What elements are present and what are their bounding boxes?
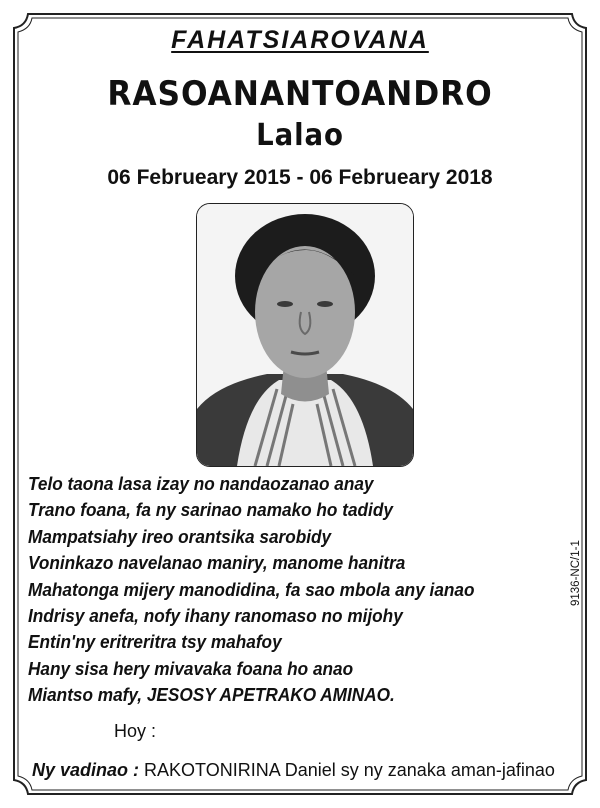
portrait-photo — [196, 203, 414, 467]
signature-intro: Hoy : — [114, 721, 157, 741]
poem-line: Hany sisa hery mivavaka foana ho anao — [28, 657, 354, 679]
notice-heading: FAHATSIAROVANA — [171, 26, 429, 54]
poem-line: Miantso mafy, JESOSY APETRAKO AMINAO. — [28, 684, 395, 706]
poem-line: Trano foana, fa ny sarinao namako ho tadidy — [28, 499, 393, 521]
deceased-first-name: Lalao — [256, 118, 344, 153]
poem-line: Telo taona lasa izay no nandaozanao anay — [28, 473, 374, 494]
poem-line: Mahatonga mijery manodidina, fa sao mbola any ianao — [28, 578, 475, 600]
family-label: Ny vadinao : — [32, 760, 140, 780]
poem-line: Mampatsiahy ireo orantsika sarobidy — [28, 525, 332, 547]
poem-line: Voninkazo navelanao maniry, manome hanitra — [28, 552, 406, 574]
poem-line: Indrisy anefa, nofy ihany ranomaso no mijohy — [28, 605, 403, 627]
memorial-dates: 06 Februeary 2015 - 06 Februeary 2018 — [107, 166, 493, 189]
family-signature — [32, 760, 555, 781]
memorial-poem — [28, 471, 508, 709]
reference-code: 9136-NC/1-1 — [570, 540, 582, 606]
deceased-surname: RASOANANTOANDRO — [107, 74, 493, 114]
poem-line: Entin'ny eritreritra tsy mahafoy — [28, 631, 282, 653]
family-names: RAKOTONIRINA Daniel sy ny zanaka aman-jafinao — [144, 760, 555, 780]
